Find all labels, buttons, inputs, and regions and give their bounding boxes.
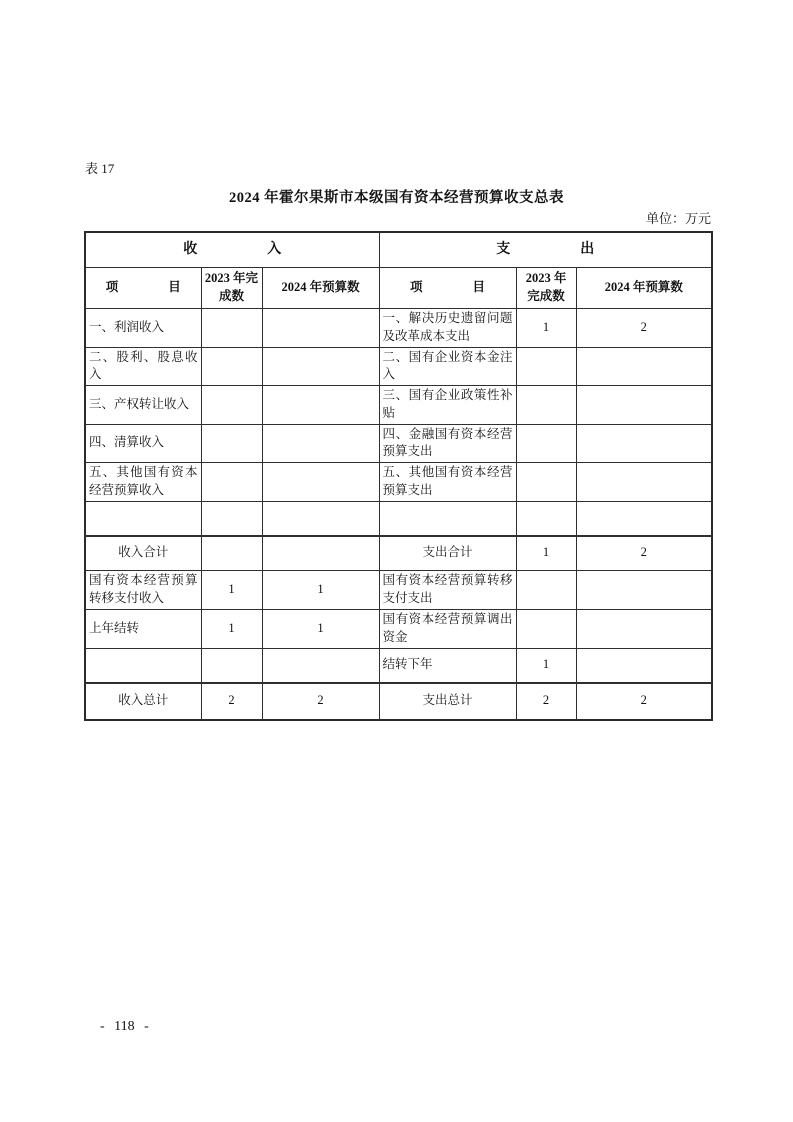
income-item-label: 二、股利、股息收入 bbox=[85, 347, 201, 386]
expense-item-label bbox=[379, 501, 516, 536]
income-2023-value bbox=[201, 424, 262, 463]
expense-2024-value bbox=[576, 609, 712, 648]
expense-2024-value bbox=[576, 463, 712, 502]
income-2023-column-header: 2023 年完成数 bbox=[201, 268, 262, 309]
income-item-label: 上年结转 bbox=[85, 609, 201, 648]
expense-2023-value: 1 bbox=[516, 536, 576, 571]
income-2024-value bbox=[262, 648, 379, 683]
income-section-header: 收 入 bbox=[85, 232, 379, 268]
income-item-label: 四、清算收入 bbox=[85, 424, 201, 463]
expense-item-column-header: 项 目 bbox=[379, 268, 516, 309]
expense-item-label: 国有资本经营预算调出资金 bbox=[379, 609, 516, 648]
expense-2024-value: 2 bbox=[576, 309, 712, 348]
income-2024-value bbox=[262, 536, 379, 571]
table-row bbox=[85, 424, 712, 463]
expense-item-label: 四、金融国有资本经营预算支出 bbox=[379, 424, 516, 463]
expense-2024-total: 2 bbox=[576, 683, 712, 720]
income-item-label: 国有资本经营预算转移支付收入 bbox=[85, 570, 201, 609]
expense-2023-column-header: 2023 年完成数 bbox=[516, 268, 576, 309]
income-subtotal-label: 收入合计 bbox=[85, 536, 201, 571]
expense-2023-value bbox=[516, 463, 576, 502]
expense-2023-value bbox=[516, 609, 576, 648]
income-2024-total: 2 bbox=[262, 683, 379, 720]
expense-total-label: 支出总计 bbox=[379, 683, 516, 720]
unit-note: 单位：万元 bbox=[645, 211, 711, 226]
table-row bbox=[85, 648, 712, 683]
expense-2024-value bbox=[576, 347, 712, 386]
expense-2023-value: 1 bbox=[516, 648, 576, 683]
table-row bbox=[85, 309, 712, 348]
income-2023-value bbox=[201, 347, 262, 386]
income-2024-value bbox=[262, 501, 379, 536]
section-header-row bbox=[85, 232, 712, 268]
budget-table bbox=[84, 231, 713, 721]
income-item-label bbox=[85, 501, 201, 536]
expense-2023-value bbox=[516, 386, 576, 425]
expense-2024-value: 2 bbox=[576, 536, 712, 571]
page-number: - 118 - bbox=[100, 1019, 149, 1034]
column-header-row bbox=[85, 268, 712, 309]
subtotal-row bbox=[85, 536, 712, 571]
grand-total-row bbox=[85, 683, 712, 720]
income-item-label bbox=[85, 648, 201, 683]
income-2023-value bbox=[201, 536, 262, 571]
income-2024-value: 1 bbox=[262, 609, 379, 648]
expense-2024-value bbox=[576, 386, 712, 425]
income-item-label: 三、产权转让收入 bbox=[85, 386, 201, 425]
income-2024-column-header: 2024 年预算数 bbox=[262, 268, 379, 309]
table-row bbox=[85, 386, 712, 425]
income-2024-value bbox=[262, 463, 379, 502]
expense-2023-total: 2 bbox=[516, 683, 576, 720]
table-row bbox=[85, 501, 712, 536]
expense-2023-value: 1 bbox=[516, 309, 576, 348]
income-total-label: 收入总计 bbox=[85, 683, 201, 720]
income-item-label: 一、利润收入 bbox=[85, 309, 201, 348]
expense-2023-value bbox=[516, 501, 576, 536]
income-2023-value bbox=[201, 501, 262, 536]
income-2023-value: 1 bbox=[201, 609, 262, 648]
expense-item-label: 国有资本经营预算转移支付支出 bbox=[379, 570, 516, 609]
income-2024-value bbox=[262, 386, 379, 425]
income-2023-value bbox=[201, 386, 262, 425]
table-row bbox=[85, 570, 712, 609]
expense-2024-value bbox=[576, 570, 712, 609]
income-2023-value bbox=[201, 648, 262, 683]
expense-2023-value bbox=[516, 424, 576, 463]
expense-item-label: 结转下年 bbox=[379, 648, 516, 683]
income-2023-value: 1 bbox=[201, 570, 262, 609]
expense-2023-value bbox=[516, 570, 576, 609]
expense-2024-value bbox=[576, 424, 712, 463]
expense-2024-value bbox=[576, 501, 712, 536]
income-2024-value bbox=[262, 424, 379, 463]
income-2024-value bbox=[262, 347, 379, 386]
expense-subtotal-label: 支出合计 bbox=[379, 536, 516, 571]
expense-item-label: 五、其他国有资本经营预算支出 bbox=[379, 463, 516, 502]
income-item-label: 五、其他国有资本经营预算收入 bbox=[85, 463, 201, 502]
table-number-label: 表 17 bbox=[85, 161, 115, 176]
income-item-column-header: 项 目 bbox=[85, 268, 201, 309]
table-row bbox=[85, 463, 712, 502]
income-2023-value bbox=[201, 309, 262, 348]
income-2023-value bbox=[201, 463, 262, 502]
expense-2024-value bbox=[576, 648, 712, 683]
income-2023-total: 2 bbox=[201, 683, 262, 720]
table-row bbox=[85, 609, 712, 648]
table-row bbox=[85, 347, 712, 386]
expense-2023-value bbox=[516, 347, 576, 386]
income-2024-value bbox=[262, 309, 379, 348]
document-title: 2024 年霍尔果斯市本级国有资本经营预算收支总表 bbox=[228, 190, 565, 206]
expense-item-label: 一、解决历史遗留问题及改革成本支出 bbox=[379, 309, 516, 348]
expense-item-label: 三、国有企业政策性补贴 bbox=[379, 386, 516, 425]
expense-item-label: 二、国有企业资本金注入 bbox=[379, 347, 516, 386]
expense-2024-column-header: 2024 年预算数 bbox=[576, 268, 712, 309]
expense-section-header: 支 出 bbox=[379, 232, 712, 268]
income-2024-value: 1 bbox=[262, 570, 379, 609]
